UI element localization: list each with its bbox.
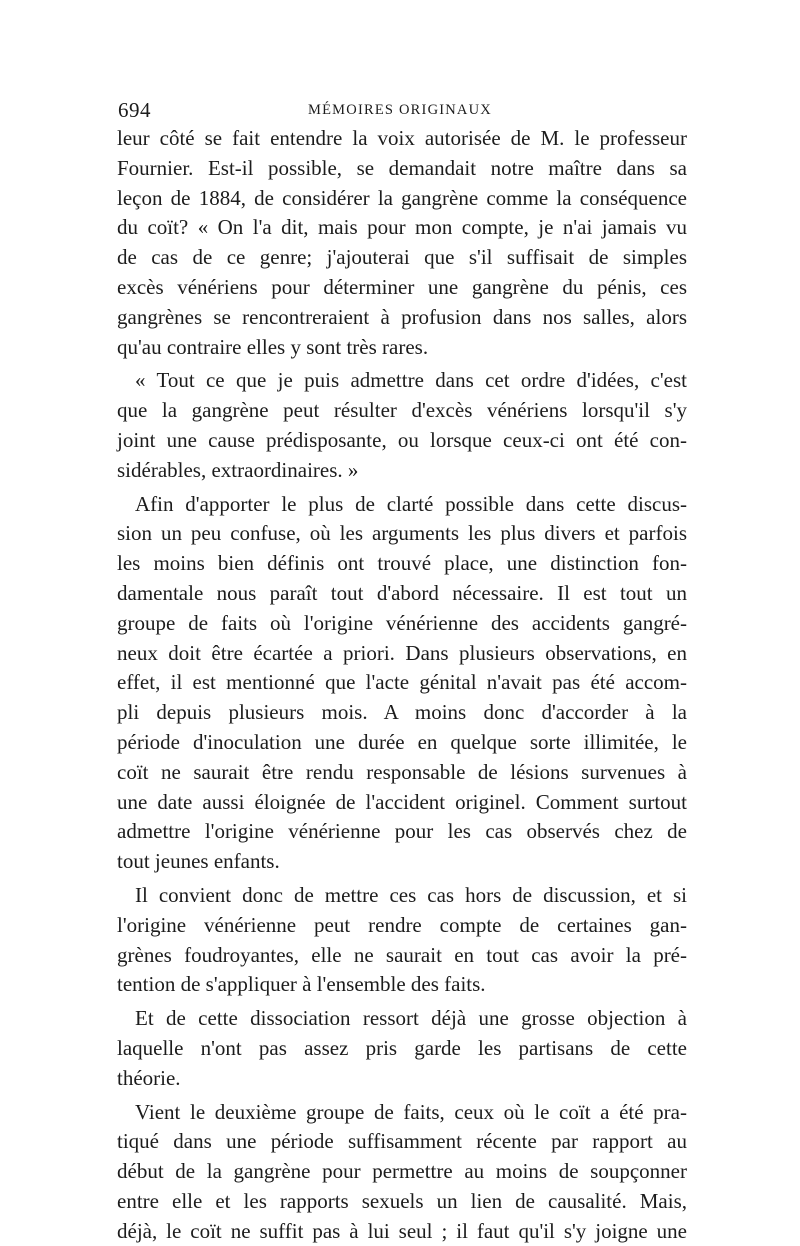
- text-line: admettre l'origine vénérienne pour les cas observés chez de: [117, 817, 687, 847]
- text-line: gangrènes se rencontreraient à profusion dans nos salles, alors: [117, 303, 687, 333]
- text-line: tout jeunes enfants.: [117, 847, 687, 877]
- paragraph: [117, 490, 687, 877]
- text-line: Il convient donc de mettre ces cas hors de discussion, et si: [117, 881, 687, 911]
- text-line: leur côté se fait entendre la voix autorisée de M. le professeur: [117, 124, 687, 154]
- text-line: excès vénériens pour déterminer une gangrène du pénis, ces: [117, 273, 687, 303]
- text-line: déjà, le coït ne suffit pas à lui seul ; il faut qu'il s'y joigne une: [117, 1217, 687, 1246]
- text-line: joint une cause prédisposante, ou lorsque ceux-ci ont été con-: [117, 426, 687, 456]
- page-header: [114, 98, 686, 126]
- text-line: que la gangrène peut résulter d'excès vénériens lorsqu'il s'y: [117, 396, 687, 426]
- text-line: laquelle n'ont pas assez pris garde les partisans de cette: [117, 1034, 687, 1064]
- text-line: damentale nous paraît tout d'abord nécessaire. Il est tout un: [117, 579, 687, 609]
- text-line: qu'au contraire elles y sont très rares.: [117, 333, 687, 363]
- text-line: les moins bien définis ont trouvé place, une distinction fon-: [117, 549, 687, 579]
- paragraph: [117, 366, 687, 485]
- text-line: neux doit être écartée a priori. Dans plusieurs observations, en: [117, 639, 687, 669]
- text-line: de cas de ce genre; j'ajouterai que s'il suffisait de simples: [117, 243, 687, 273]
- text-line: l'origine vénérienne peut rendre compte de certaines gan-: [117, 911, 687, 941]
- text-line: une date aussi éloignée de l'accident originel. Comment surtout: [117, 788, 687, 818]
- text-line: pli depuis plusieurs mois. A moins donc d'accorder à la: [117, 698, 687, 728]
- running-title: MÉMOIRES ORIGINAUX: [114, 102, 686, 119]
- paragraph: [117, 1004, 687, 1093]
- paragraph: [117, 124, 687, 362]
- text-line: du coït? « On l'a dit, mais pour mon compte, je n'ai jamais vu: [117, 213, 687, 243]
- text-line: Afin d'apporter le plus de clarté possible dans cette discus-: [117, 490, 687, 520]
- text-line: effet, il est mentionné que l'acte génital n'avait pas été accom-: [117, 668, 687, 698]
- text-line: entre elle et les rapports sexuels un lien de causalité. Mais,: [117, 1187, 687, 1217]
- text-line: tention de s'appliquer à l'ensemble des faits.: [117, 970, 687, 1000]
- paragraph: [117, 1098, 687, 1246]
- text-line: Et de cette dissociation ressort déjà une grosse objection à: [117, 1004, 687, 1034]
- text-line: Vient le deuxième groupe de faits, ceux où le coït a été pra-: [117, 1098, 687, 1128]
- body-text: [117, 124, 687, 1246]
- text-line: Fournier. Est-il possible, se demandait notre maître dans sa: [117, 154, 687, 184]
- text-line: période d'inoculation une durée en quelque sorte illimitée, le: [117, 728, 687, 758]
- text-line: théorie.: [117, 1064, 687, 1094]
- page-number: 694: [118, 98, 151, 123]
- text-line: sion un peu confuse, où les arguments les plus divers et parfois: [117, 519, 687, 549]
- text-line: coït ne saurait être rendu responsable de lésions survenues à: [117, 758, 687, 788]
- text-line: leçon de 1884, de considérer la gangrène comme la conséquence: [117, 184, 687, 214]
- paragraph: [117, 881, 687, 1000]
- text-line: groupe de faits où l'origine vénérienne des accidents gangré-: [117, 609, 687, 639]
- text-line: début de la gangrène pour permettre au moins de soupçonner: [117, 1157, 687, 1187]
- text-line: « Tout ce que je puis admettre dans cet ordre d'idées, c'est: [117, 366, 687, 396]
- text-line: tiqué dans une période suffisamment récente par rapport au: [117, 1127, 687, 1157]
- text-line: grènes foudroyantes, elle ne saurait en tout cas avoir la pré-: [117, 941, 687, 971]
- text-line: sidérables, extraordinaires. »: [117, 456, 687, 486]
